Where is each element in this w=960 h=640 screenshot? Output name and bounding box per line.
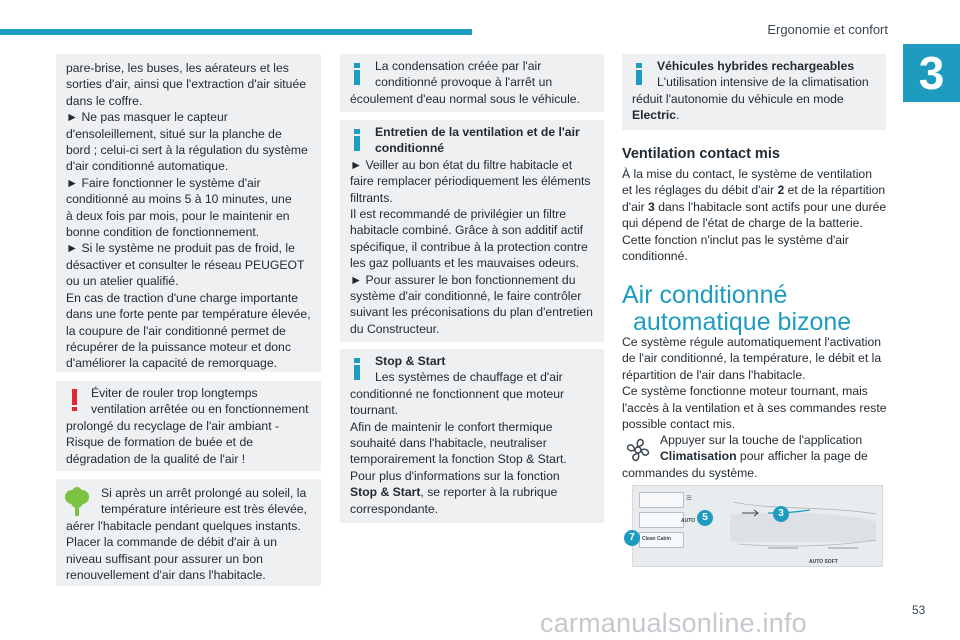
text-span: et les réglages du débit d'air <box>622 183 778 198</box>
text-span: d'air <box>622 199 649 214</box>
text-line: aérer l'habitacle pendant quelques instants. <box>66 518 301 533</box>
text-line: commandes du système. <box>622 465 758 480</box>
text-line: Risque de formation de buée et de <box>66 435 254 450</box>
text-line: à deux fois par mois, pour le maintenir en <box>66 208 290 223</box>
text-line: dégradation de la qualité de l'air ! <box>66 451 246 466</box>
text-line: Appuyer sur la touche de l'application <box>660 433 863 447</box>
auto-label: AUTO <box>681 518 696 524</box>
text-line: suivant les préconisations du plan d'entretien <box>350 305 593 320</box>
press-instruction-text <box>622 432 888 481</box>
screen-button <box>639 492 684 508</box>
text-line: ► Si le système ne produit pas de froid, le <box>66 241 295 256</box>
header-accent-bar <box>0 29 472 35</box>
page-number: 53 <box>912 603 926 617</box>
section-title: Ergonomie et confort <box>767 22 888 37</box>
text-line: d'air conditionné automatique. <box>66 159 229 174</box>
text-line: système d'air conditionné, le faire contrôler <box>350 289 582 304</box>
bold-term: Stop & Start <box>350 485 421 500</box>
text-line: d'ensoleillement, situé sur la planche de <box>66 126 282 141</box>
bold-term: Electric <box>632 108 677 123</box>
text-line: À la mise du contact, le système de ventilation <box>622 167 872 181</box>
chapter-number-badge: 3 <box>903 44 960 102</box>
text-line: ► Faire fonctionner le système d'air <box>66 175 261 190</box>
text-line: ou un atelier qualifié. <box>66 274 179 289</box>
callout-number: 2 <box>777 183 785 198</box>
text-line: renouvellement d'air dans l'habitacle. <box>66 568 266 583</box>
text-line: habitacle combiné. Grâce à son additif actif <box>350 223 584 238</box>
text-line: ► Veiller au bon état du filtre habitacle et <box>350 157 573 172</box>
text-line: L'utilisation intensive de la climatisation <box>657 75 869 90</box>
care-tips-text <box>66 60 321 372</box>
care-tips-box <box>56 54 321 372</box>
text-line: correspondante. <box>350 501 439 516</box>
clean-cabin-label: Clean Cabin <box>642 536 671 542</box>
text-line: Pour plus d'informations sur la fonction <box>350 468 560 483</box>
maintenance-title: conditionné <box>375 141 445 156</box>
hybrid-text <box>632 58 886 124</box>
text-line: Afin de maintenir le confort thermique <box>350 419 553 434</box>
text-line: pare-brise, les buses, les aérateurs et les <box>66 61 289 75</box>
stop-start-text <box>350 353 604 517</box>
text-span: pour afficher la page de <box>736 449 868 464</box>
text-line: tournant. <box>350 403 399 418</box>
auto-ac-heading <box>622 282 851 336</box>
callout-badge-7: 7 <box>624 530 640 546</box>
text-line: spécifique, il contribue à la protection contre <box>350 239 588 254</box>
callout-badge-3: 3 <box>773 506 789 522</box>
text-line: Éviter de rouler trop longtemps <box>91 386 258 400</box>
warning-box <box>56 381 321 471</box>
auto-ac-text <box>622 334 888 432</box>
text-line <box>622 199 888 215</box>
text-line: En cas de traction d'une charge importante <box>66 290 298 305</box>
heading-line: automatique bizone <box>633 308 852 336</box>
text-line: d'améliorer la capacité de remorquage. <box>66 356 277 371</box>
text-line: possible contact mis. <box>622 417 736 432</box>
text-line: bonne condition de fonctionnement. <box>66 225 260 240</box>
text-line: Ce système régule automatiquement l'activation <box>622 335 882 349</box>
ventilation-text <box>622 166 888 264</box>
text-line: sorties d'air, ainsi que l'extraction d'air située <box>66 77 307 92</box>
text-line <box>622 182 888 198</box>
text-line: conditionné. <box>622 249 688 264</box>
text-line: conditionné provoque à l'arrêt un <box>375 75 553 90</box>
text-line: bord ; celui-ci sert à la régulation du système <box>66 143 308 158</box>
condensation-box <box>340 54 604 112</box>
heading-line: Air conditionné <box>622 281 788 309</box>
text-line: filtrants. <box>350 190 393 205</box>
stop-start-box <box>340 349 604 523</box>
text-line: récupérer de la puissance moteur et donc <box>66 339 291 354</box>
text-line: souhaité dans l'habitacle, neutraliser <box>350 436 547 451</box>
text-line <box>622 448 888 464</box>
maintenance-text <box>350 124 604 337</box>
airflow-diagram <box>728 492 878 552</box>
climate-screen-illustration <box>632 485 883 567</box>
text-span: et de la répartition <box>784 183 886 198</box>
text-line: du Constructeur. <box>350 321 440 336</box>
text-span: . <box>676 108 680 123</box>
text-line: niveau suffisant pour assurer un bon <box>66 551 263 566</box>
maintenance-box <box>340 120 604 342</box>
text-line: Ce système fonctionne moteur tournant, mais <box>622 384 868 399</box>
text-line: qui dépend de l'état de charge de la batterie. <box>622 216 863 231</box>
text-line: temporairement la fonction Stop & Start. <box>350 452 567 467</box>
text-line: température intérieure est très élevée, <box>101 502 307 517</box>
ventilation-heading: Ventilation contact mis <box>622 146 780 162</box>
text-span: , se reporter à la rubrique <box>420 485 558 500</box>
text-line: ► Pour assurer le bon fonctionnement du <box>350 272 576 287</box>
text-line: Cette fonction n'inclut pas le système d'air <box>622 232 849 247</box>
text-line: conditionné au moins 5 à 10 minutes, une <box>66 192 292 207</box>
eco-tip-text <box>66 485 321 583</box>
text-line: conditionné ne fonctionnent que moteur <box>350 386 565 401</box>
hybrid-box <box>622 54 886 130</box>
text-line: Les systèmes de chauffage et d'air <box>375 370 563 385</box>
text-line: désactiver et consulter le réseau PEUGEOT <box>66 257 305 272</box>
text-line <box>350 484 604 500</box>
bold-term: Climatisation <box>660 449 737 464</box>
text-line: prolongé du recyclage de l'air ambiant - <box>66 418 280 433</box>
warning-text <box>66 385 321 467</box>
text-span: dans l'habitacle sont actifs pour une durée <box>654 199 887 214</box>
stop-start-title: Stop & Start <box>375 354 446 368</box>
text-line: Si après un arrêt prolongé au soleil, la <box>101 486 307 500</box>
text-line: dans une forte pente par température élevée, <box>66 307 311 322</box>
maintenance-title: Entretien de la ventilation et de l'air <box>375 125 580 139</box>
eco-tip-box <box>56 479 321 586</box>
callout-number: 3 <box>648 199 655 214</box>
text-line: répartition de l'air dans l'habitacle. <box>622 367 806 382</box>
text-line: Il est recommandé de privilégier un filtre <box>350 207 567 222</box>
watermark: carmanualsonline.info <box>540 608 807 638</box>
menu-icon: ≡ <box>686 493 692 504</box>
text-line <box>632 107 886 123</box>
text-line: écoulement d'eau normal sous le véhicule. <box>350 91 580 106</box>
text-line: ► Ne pas masquer le capteur <box>66 110 228 125</box>
auto-soft-label: AUTO SOFT <box>809 559 838 565</box>
text-line: faire remplacer périodiquement les éléments <box>350 174 591 189</box>
text-line: ventilation arrêtée ou en fonctionnement <box>91 402 309 417</box>
text-line: Placer la commande de débit d'air à un <box>66 535 277 550</box>
text-line: dans le coffre. <box>66 93 143 108</box>
condensation-text <box>350 58 604 107</box>
hybrid-title: Véhicules hybrides rechargeables <box>657 59 855 73</box>
text-line: de l'air conditionné, la température, le débit et la <box>622 351 882 366</box>
text-line: les gaz polluants et les mauvaises odeurs. <box>350 256 579 271</box>
text-line: réduit l'autonomie du véhicule en mode <box>632 91 844 106</box>
callout-badge-5: 5 <box>697 510 713 526</box>
text-line: l'accès à la ventilation et à ses commandes reste <box>622 400 887 415</box>
text-line: La condensation créée par l'air <box>375 59 542 73</box>
text-line: la coupure de l'air conditionné permet de <box>66 323 286 338</box>
screen-button <box>639 512 684 528</box>
